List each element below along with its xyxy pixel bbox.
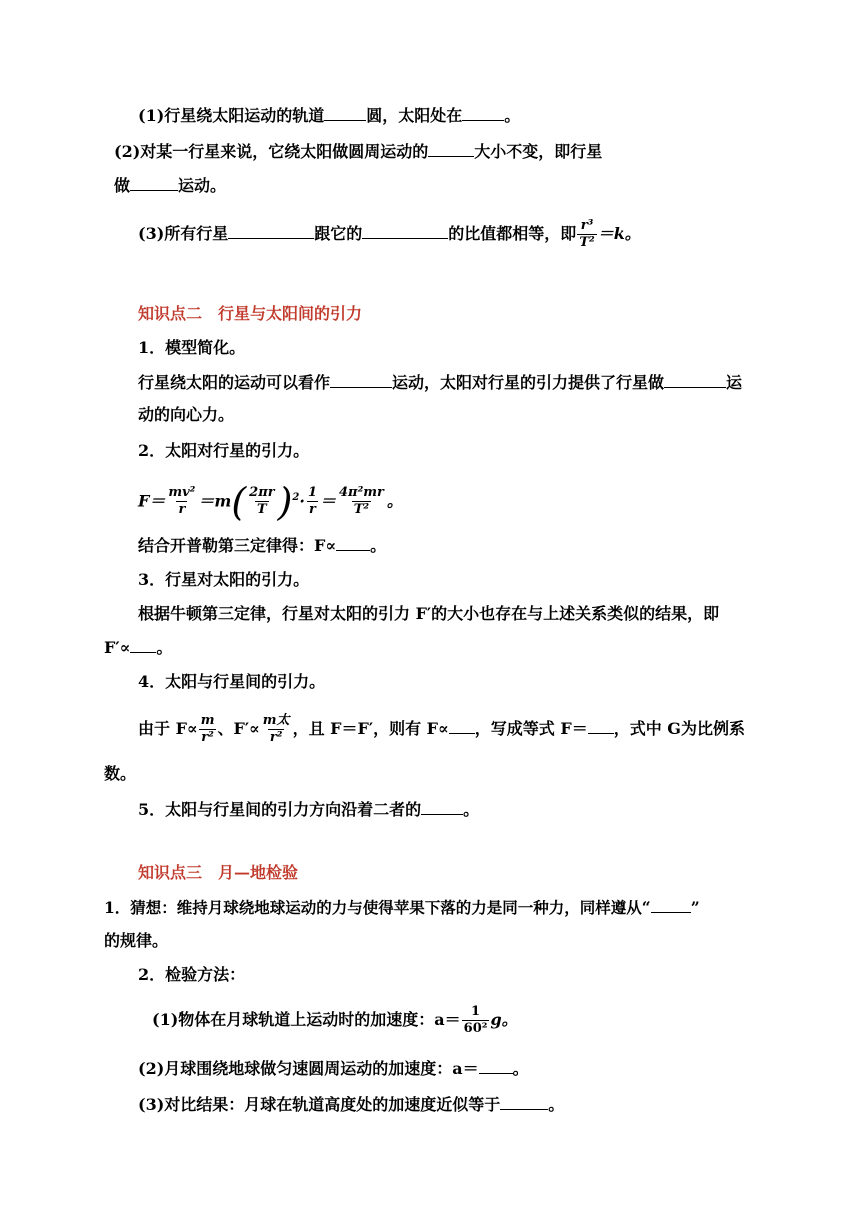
fill-blank[interactable] — [664, 373, 726, 388]
paragraph — [138, 1058, 529, 1080]
paragraph: 2．太阳对行星的引力。 — [138, 441, 310, 460]
fill-blank[interactable] — [651, 898, 691, 913]
text: 做 — [114, 176, 131, 195]
section-heading-2: 知识点二 行星与太阳间的引力 — [138, 304, 363, 323]
text: 1．猜想：维持月球绕地球运动的力与使得苹果下落的力是同一种力，同样遵从“ — [104, 898, 651, 917]
paragraph — [138, 535, 386, 557]
fill-blank[interactable] — [362, 224, 448, 239]
text: 。 — [386, 491, 403, 511]
fraction: $\frac{1}{r}$ — [307, 485, 317, 518]
text: 。 — [512, 1059, 529, 1078]
text: (3)所有行星 — [138, 224, 229, 243]
line-1-2 — [114, 141, 602, 163]
text: · — [299, 491, 305, 511]
paren-right: ) — [277, 479, 293, 524]
fraction: $\frac{1}{\text{60²}}$ — [463, 1004, 488, 1036]
text: 、F′∝ — [217, 719, 260, 738]
text: ，且 F＝F′，则有 F∝ — [292, 719, 449, 738]
text: 结合开普勒第三定律得：F∝ — [138, 536, 337, 555]
text: 。 — [548, 1095, 565, 1114]
paragraph — [152, 998, 518, 1042]
paren-left: ( — [231, 479, 247, 524]
text: g。 — [490, 1010, 518, 1029]
paragraph — [138, 1094, 564, 1116]
paragraph: 数。 — [104, 764, 137, 783]
fill-blank[interactable] — [449, 719, 475, 734]
paragraph: 2．检验方法： — [138, 965, 246, 984]
text: 。 — [504, 106, 521, 125]
fraction: $\frac{\text{mv²}}{r}$ — [168, 485, 196, 518]
fill-blank[interactable] — [130, 638, 156, 653]
fill-blank[interactable] — [428, 142, 474, 157]
text: 。 — [156, 638, 173, 657]
fill-blank[interactable] — [324, 106, 366, 121]
text: (1)行星绕太阳运动的轨道 — [138, 106, 325, 125]
equation-gravity — [138, 474, 403, 525]
fill-blank[interactable] — [228, 224, 314, 239]
fill-blank[interactable] — [330, 373, 392, 388]
text: (2)对某一行星来说，它绕太阳做圆周运动的 — [114, 142, 429, 161]
paragraph: 的规律。 — [104, 931, 169, 950]
fraction: $\frac{2\pi r}{T}$ — [249, 485, 275, 518]
paragraph — [138, 799, 479, 821]
fill-blank[interactable] — [588, 719, 614, 734]
paragraph — [104, 897, 700, 919]
paragraph-proportional — [138, 707, 745, 751]
line-1-3 — [114, 175, 226, 197]
fill-blank[interactable] — [479, 1059, 513, 1074]
text: 。 — [463, 800, 480, 819]
text: F′∝ — [104, 638, 131, 657]
text: 跟它的 — [314, 224, 363, 243]
paragraph: 3．行星对太阳的引力。 — [138, 570, 310, 589]
fraction: $\frac{\text{m太}}{\text{r²}}$ — [262, 713, 290, 745]
exponent: 2 — [292, 492, 300, 503]
fill-blank[interactable] — [130, 176, 178, 191]
text: (1)物体在月球轨道上运动时的加速度：a＝ — [152, 1010, 461, 1029]
text: 圆，太阳处在 — [366, 106, 463, 125]
paragraph: 根据牛顿第三定律，行星对太阳的引力 F′的大小也存在与上述关系类似的结果，即 — [138, 604, 720, 623]
text: ，式中 G为比例系 — [613, 719, 745, 738]
text: 由于 F∝ — [138, 719, 198, 738]
fill-blank[interactable] — [500, 1095, 548, 1110]
text: (2)月球围绕地球做匀速圆周运动的加速度：a＝ — [138, 1059, 479, 1078]
paragraph — [138, 372, 742, 394]
fill-blank[interactable] — [336, 536, 370, 551]
text: 运动，太阳对行星的引力提供了行星做 — [392, 373, 665, 392]
text: 大小不变，即行星 — [474, 142, 603, 161]
text: 运 — [726, 373, 743, 392]
text: ＝k。 — [597, 224, 641, 243]
text: 的比值都相等，即 — [448, 224, 577, 243]
paragraph: 1．模型简化。 — [138, 338, 246, 357]
text: ＝m — [198, 491, 232, 511]
fraction: $\frac{\text{4π²mr}}{\text{T²}}$ — [339, 485, 384, 518]
line-1-1 — [138, 105, 520, 127]
text: (3)对比结果：月球在轨道高度处的加速度近似等于 — [138, 1095, 501, 1114]
text: 。 — [370, 536, 387, 555]
text: F＝ — [138, 491, 166, 511]
text: 行星绕太阳的运动可以看作 — [138, 373, 331, 392]
text: 5．太阳与行星间的引力方向沿着二者的 — [138, 800, 422, 819]
fill-blank[interactable] — [462, 106, 504, 121]
text: ” — [690, 898, 700, 917]
fraction: $\frac{\text{r³}}{\text{T²}}$ — [579, 218, 595, 250]
fill-blank[interactable] — [421, 800, 463, 815]
paragraph — [104, 637, 172, 659]
paragraph: 动的向心力。 — [138, 405, 235, 424]
paragraph: 4．太阳与行星间的引力。 — [138, 672, 326, 691]
text: ，写成等式 F＝ — [474, 719, 588, 738]
section-heading-3: 知识点三 月—地检验 — [138, 863, 299, 882]
text: 运动。 — [178, 176, 227, 195]
fraction: $\frac{m}{\text{r²}}$ — [200, 713, 215, 745]
text: ＝ — [320, 491, 337, 511]
line-1-4 — [138, 218, 641, 251]
